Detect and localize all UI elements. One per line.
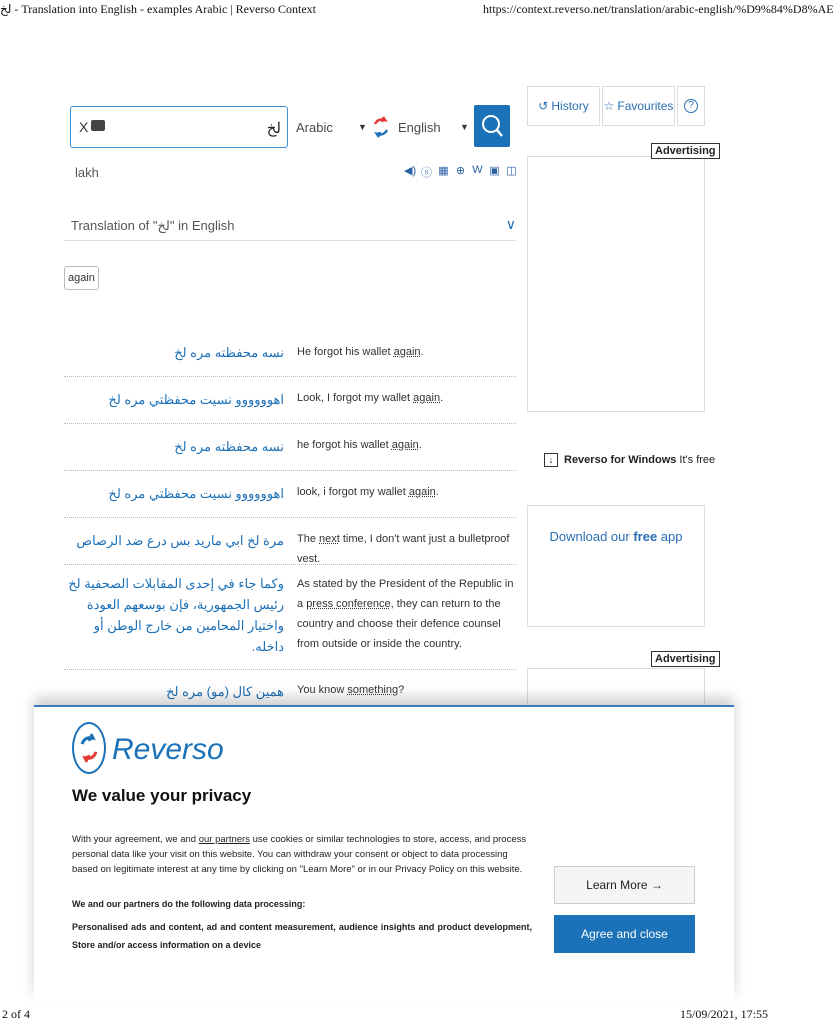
example-source: وكما جاء في إحدى المقابلات الصحفية لخ رئيس الجمهورية، فإن بوسعهم العودة واختيار المحامين من خارج الوطن أو داخله.	[68, 576, 284, 654]
keyboard-icon[interactable]	[91, 120, 105, 131]
example-source: همين كال (مو) مره لخ	[166, 684, 284, 699]
source-language-select[interactable]: Arabic	[296, 120, 333, 135]
history-icon: ↺	[538, 99, 549, 113]
search-box[interactable]	[70, 106, 288, 148]
example-source: اهوووووو نسيت محفظتي مره لخ	[108, 486, 284, 501]
clear-button[interactable]: X	[79, 119, 89, 135]
download-app-box[interactable]	[527, 505, 705, 627]
example-row	[64, 330, 516, 377]
translation-chip[interactable]: again	[64, 266, 99, 290]
example-target: Look, I forgot my wallet again.	[297, 392, 444, 404]
print-datetime: 15/09/2021, 17:55	[679, 1007, 768, 1021]
ad-slot	[527, 668, 705, 708]
chevron-down-icon[interactable]: ▼	[460, 122, 469, 132]
brand-name: Reverso	[112, 733, 224, 766]
privacy-title: We value your privacy	[72, 786, 252, 805]
privacy-dialog	[34, 705, 734, 1002]
help-icon: ?	[684, 99, 698, 113]
example-target: As stated by the President of the Republic in a press conference, they can return to the country and choose their defence counsel from outside or inside the country.	[297, 578, 514, 650]
translation-header[interactable]	[64, 216, 516, 241]
history-button[interactable]: ↺ History	[527, 86, 600, 126]
swap-languages-icon[interactable]	[372, 116, 390, 138]
ad-slot	[527, 156, 705, 412]
example-row	[64, 565, 516, 670]
image-icon[interactable]: ▣	[489, 165, 500, 177]
translation-title: Translation of "لخ" in English	[71, 218, 235, 233]
learn-more-button[interactable]: Learn More →	[554, 866, 695, 904]
partners-link[interactable]: our partners	[198, 834, 250, 845]
transliteration: lakh	[75, 165, 99, 180]
example-source: نسه محفظته مره لخ	[174, 439, 284, 454]
example-target: he forgot his wallet again.	[297, 439, 422, 451]
page-number: 2 of 4	[2, 1007, 30, 1021]
example-source: نسه محفظته مره لخ	[174, 345, 284, 360]
search-button[interactable]	[474, 105, 510, 147]
example-source: مرة لخ ابي ماريد بس درع ضد الرصاص	[76, 533, 284, 548]
table-icon[interactable]: ▦	[438, 165, 449, 177]
reverso-logo-icon	[72, 722, 106, 774]
example-row	[64, 377, 516, 424]
target-language-select[interactable]: English	[398, 120, 441, 135]
download-icon: ↓	[544, 453, 558, 467]
agree-and-close-button[interactable]: Agree and close	[554, 915, 695, 953]
favourites-button[interactable]: ☆ Favourites	[602, 86, 675, 126]
globe-icon[interactable]: ⊕	[455, 165, 466, 177]
example-source: اهوووووو نسيت محفظتي مره لخ	[108, 392, 284, 407]
example-target: The next time, I don't want just a bulletproof vest.	[297, 533, 510, 565]
help-button[interactable]	[677, 86, 705, 126]
windows-app-link[interactable]: ↓ Reverso for Windows It's free	[544, 453, 715, 467]
partners-detail: Personalised ads and content, ad and content measurement, audience insights and product development, Store and/or access information on a device	[72, 922, 532, 950]
advertising-label: Advertising	[651, 651, 720, 667]
book-icon[interactable]: ◫	[506, 165, 517, 177]
skype-icon[interactable]: ⓢ	[421, 167, 432, 179]
example-row	[64, 424, 516, 471]
privacy-body: With your agreement, we and our partners use cookies or similar technologies to store, access, and process personal data like your visit on this website. You can withdraw your consent or object to data processing based on legitimate interest at any time by clicking on "Learn More" or in our Privacy Policy on this website.	[72, 834, 527, 875]
page-title: لخ - Translation into English - examples Arabic | Reverso Context	[0, 2, 316, 16]
download-app-link[interactable]: Download our free app	[549, 529, 683, 544]
dictionary-tools	[404, 164, 517, 180]
advertising-label: Advertising	[651, 143, 720, 159]
search-input[interactable]: لخ	[266, 120, 281, 137]
partners-heading: We and our partners do the following data processing:	[72, 899, 306, 909]
chevron-down-icon[interactable]: ▼	[358, 122, 367, 132]
page-url: https://context.reverso.net/translation/arabic-english/%D9%84%D8%AE	[483, 2, 834, 16]
example-target: look, i forgot my wallet again.	[297, 486, 439, 498]
search-icon	[474, 105, 510, 147]
example-target: You know something?	[297, 684, 405, 696]
chevron-down-icon[interactable]: ∨	[505, 216, 516, 232]
wiki-icon[interactable]: W	[472, 164, 483, 176]
speaker-icon[interactable]: ◀)	[404, 165, 417, 177]
example-target: He forgot his wallet again.	[297, 346, 424, 358]
example-row	[64, 518, 516, 565]
example-row	[64, 670, 516, 706]
example-row	[64, 471, 516, 518]
star-icon: ☆	[603, 99, 615, 113]
